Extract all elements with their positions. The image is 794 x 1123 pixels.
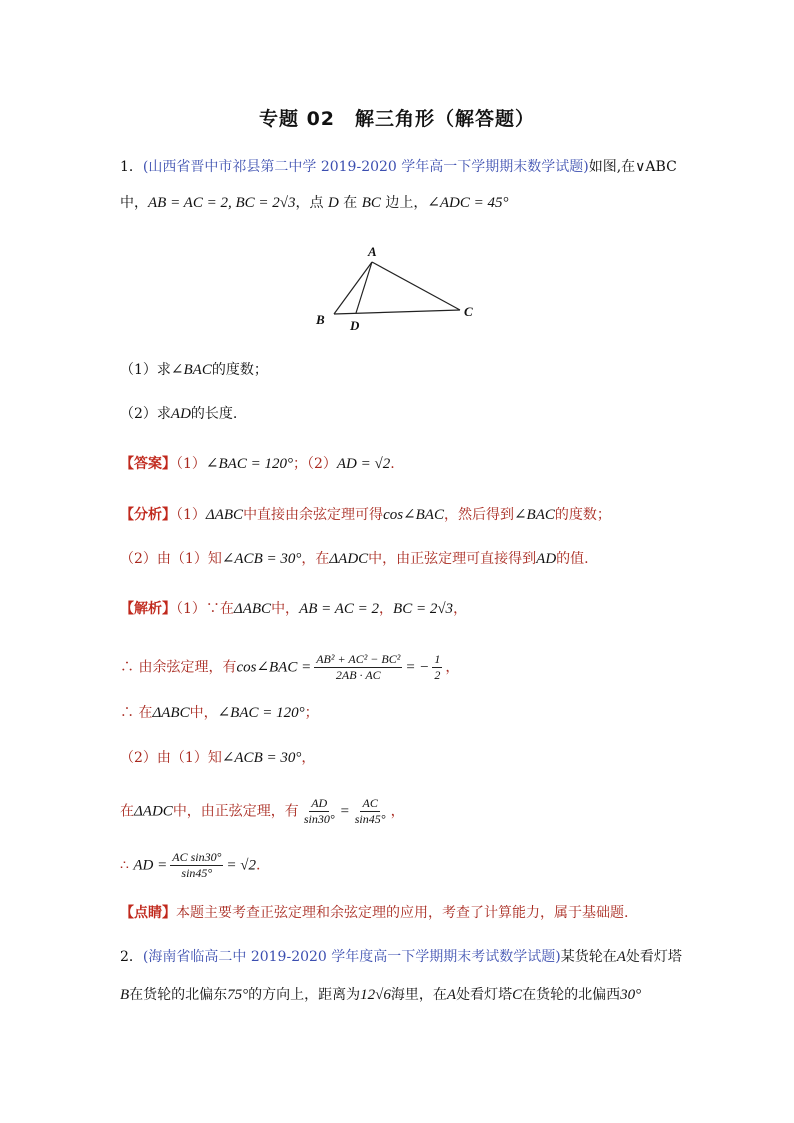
solution-math: cos∠BAC = [236,659,312,676]
answer-text: （1） [176,456,206,472]
q2-text: 在货轮的北偏东 [129,987,228,1003]
q2-line-1 [120,947,682,967]
solution-math: = √2 [226,857,256,874]
part-math: ∠BAC [170,362,212,378]
q1-stem-start: 如图,在∨ABC [588,159,677,175]
solution-text: ， [301,750,316,766]
solution-text: ∴ 在 [120,705,153,721]
analysis-math: ΔADC [329,551,369,567]
solution-fraction [170,850,223,881]
solution-line-5 [120,796,405,827]
analysis-text: 的度数； [554,507,611,523]
solution-text: 在 [120,803,134,820]
solution-text: ， [445,659,460,676]
solution-math: ΔABC [152,705,190,721]
answer-math: ∠BAC = 120° [205,456,293,472]
analysis-text: （1） [176,507,206,523]
q2-math: 75° [227,987,249,1003]
q2-math: 12√6 [360,987,391,1003]
analysis-text: 中，由正弦定理可直接得到 [368,551,537,567]
analysis-text: （2）由（1）知 [120,551,222,567]
solution-text: . [256,857,261,874]
solution-math: ∠ACB = 30° [221,750,302,766]
segment-bc [334,310,460,314]
solution-math: AB = AC = 2 [299,601,380,617]
q2-text: 某货轮在 [560,949,617,965]
solution-text: （1）∵在 [176,601,234,617]
solution-text: 中，由正弦定理，有 [172,803,299,820]
q2-text: 处看灯塔 [456,987,513,1003]
fraction-numerator: 1 [434,652,441,666]
q1-point-d: D [327,195,339,211]
solution-fraction [314,652,402,683]
fraction-numerator: AC [362,796,378,810]
answer-line [120,454,395,474]
label-c: C [464,304,473,319]
solution-math: ΔADC [134,803,173,820]
solution-text: ∴ [120,857,129,874]
solution-math: ΔABC [233,601,272,617]
q1-line-2 [120,193,509,213]
segment-ab [334,262,372,314]
solution-text: ， [390,803,405,820]
solution-math: = − [405,659,430,676]
fraction-numerator: AC sin30° [172,850,222,864]
q2-math: A [446,987,457,1003]
q2-math: A [616,949,626,965]
analysis-line-2 [120,549,589,569]
solution-line-2 [120,652,459,683]
solution-line-1 [120,599,467,619]
answer-text: . [390,456,395,472]
analysis-text: 的值. [556,551,589,567]
analysis-math: ∠ACB = 30° [221,551,302,567]
q1-line-1 [120,157,677,177]
solution-text: 中， [189,705,218,721]
part-math: AD [170,406,191,422]
comment-text: 本题主要考查正弦定理和余弦定理的应用，考查了计算能力，属于基础题. [176,905,629,921]
segment-ad [356,262,372,313]
fraction-denominator: 2AB · AC [335,668,381,682]
label-a: A [368,244,377,259]
fraction-denominator: sin45° [181,866,213,880]
analysis-math: AD [536,551,557,567]
fraction-denominator: sin45° [354,812,386,826]
comment-line [120,903,628,923]
solution-math: ∠BAC = 120° [217,705,305,721]
analysis-text: 中直接由余弦定理可得 [243,507,384,523]
analysis-math: ∠BAC [513,507,555,523]
solution-fraction [302,796,337,827]
part-text: 的度数； [211,362,268,378]
q1-text: 边上， [380,195,428,211]
q1-source: (山西省晋中市祁县第二中学 2019-2020 学年高一下学期期末数学试题) [142,159,589,175]
q2-source: (海南省临高二中 2019-2020 学年度高一下学期期末考试数学试题) [142,949,561,965]
q2-text: 处看灯塔 [625,949,682,965]
q1-text: 中， [120,195,148,211]
q1-given: AB = AC = 2, BC = 2√3 [148,195,296,211]
analysis-tag: 【分析】 [120,507,176,523]
analysis-text: ，然后得到 [443,507,514,523]
q1-part-2 [120,404,237,424]
solution-math: AD = [133,857,168,874]
solution-fraction [353,796,388,827]
fraction-numerator: AD [311,796,328,810]
triangle-figure [312,240,482,340]
q1-angle-adc: ∠ADC = 45° [427,195,509,211]
q2-math: B [120,987,130,1003]
comment-tag: 【点睛】 [120,905,176,921]
answer-text: ；（2） [292,456,337,472]
part-text: （2）求 [120,406,171,422]
solution-text: 中， [271,601,300,617]
q1-text: ，点 [295,195,328,211]
q1-segment-bc: BC [361,195,381,211]
q2-number: 2． [120,949,143,965]
fraction-denominator: 2 [434,668,441,682]
q1-part-1 [120,360,268,380]
solution-text: ∴ 由余弦定理，有 [120,659,237,676]
solution-text: ； [304,705,319,721]
solution-text: （2）由（1）知 [120,750,222,766]
solution-line-3 [120,703,319,723]
q2-text: 海里，在 [390,987,447,1003]
label-b: B [316,312,325,327]
fraction-numerator: AB² + AC² − BC² [316,652,401,666]
analysis-text: ，在 [301,551,330,567]
label-d: D [350,318,360,333]
part-text: （1）求 [120,362,171,378]
solution-text: ， [379,601,394,617]
solution-text: ， [453,601,468,617]
q2-math: 30° [620,987,642,1003]
q2-text: 的方向上，距离为 [248,987,361,1003]
solution-line-6 [120,850,260,881]
solution-math: BC = 2√3 [393,601,454,617]
q2-math: C [512,987,523,1003]
answer-tag: 【答案】 [120,456,176,472]
segment-ac [372,262,460,310]
q2-line-2 [120,985,641,1005]
analysis-math: cos∠BAC [383,507,444,523]
analysis-line-1 [120,505,611,525]
q2-text: 在货轮的北偏西 [522,987,621,1003]
fraction-denominator: sin30° [303,812,335,826]
answer-math: AD = √2 [336,456,391,472]
solution-math: = [339,803,350,820]
page-title: 专题 02 解三角形（解答题） [258,108,536,130]
solution-tag: 【解析】 [120,601,176,617]
analysis-math: ΔABC [205,507,244,523]
q1-number: 1． [120,159,143,175]
solution-line-4 [120,748,315,768]
q1-text: 在 [338,195,362,211]
part-text: 的长度. [190,406,238,422]
solution-fraction [432,652,442,683]
